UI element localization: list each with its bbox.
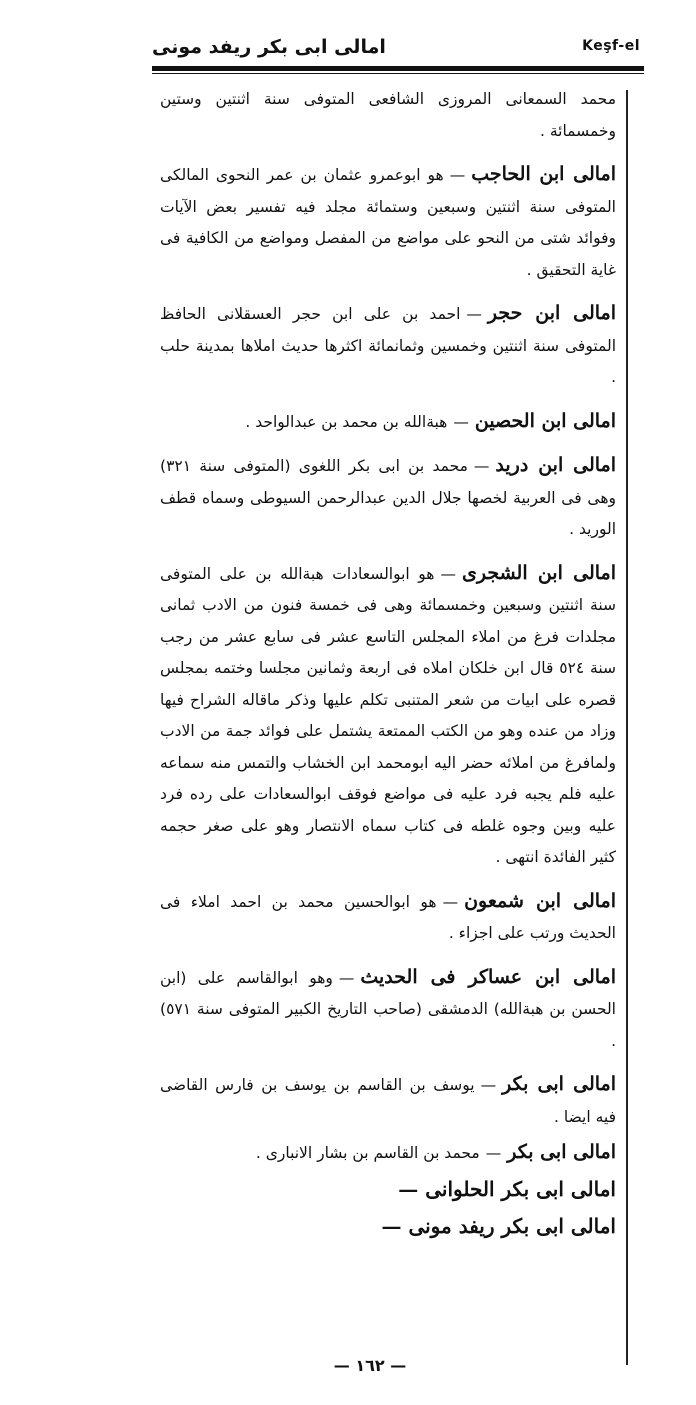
entry: امالى ابن دريد—محمد بن ابى بكر اللغوى (المتوفى سنة ٣٢١) وهى فى العربية لخصها جلال الدين عبدالرحمن السيوطى وسماه قطف الوريد . xyxy=(160,454,617,538)
running-abbr: Keşf-el xyxy=(582,38,640,54)
entry-body: محمد بن ابى بكر اللغوى (المتوفى سنة ٣٢١) وهى فى العربية لخصها جلال الدين عبدالرحمن السيوطى وسماه قطف الوريد . xyxy=(160,457,616,538)
entry-heading: امالى ابن عساكر فى الحديث xyxy=(360,965,616,988)
entry-heading: امالى ابن الحاجب xyxy=(471,163,617,185)
page-body xyxy=(160,84,616,1249)
entry-body: هو ابوالحسين محمد بن احمد املاء فى الحديث ورتب على اجزاء . xyxy=(160,892,616,942)
entry-body: هو ابوعمرو عثمان بن عمر النحوى المالكى المتوفى سنة اثنتين وسبعين وستمائة مجلد فيه تفسير بعض الآيات وفوائد شتى من النحو على مواضع من المفصل ومواضع من الكافية فى غاية التحقيق . xyxy=(160,166,616,279)
page-number: — ١٦٢ — xyxy=(333,1356,407,1375)
entry-body: وهو ابوالقاسم على (ابن الحسن بن هبةالله) الدمشقى (صاحب التاريخ الكبير المتوفى سنة ٥٧١) . xyxy=(160,968,616,1050)
entry: امالى ابن حجر—احمد بن على ابن حجر العسقلانى الحافظ المتوفى سنة اثنتين وخمسين وثمانمائة اكثرها حديث املاها بمدينة حلب . xyxy=(160,302,616,386)
margin-line xyxy=(626,90,628,1365)
entry-stub: امالى ابى بكر الحلوانى — xyxy=(398,1176,616,1201)
entry-heading: امالى ابى بكر xyxy=(507,1141,616,1163)
entry-heading: امالى ابن حجر xyxy=(487,302,616,324)
entry: امالى ابن الشجرى—هو ابوالسعادات هبةالله بن على المتوفى سنة اثنتين وسبعين وخمسمائة وهى فى خمسة فنون من الادب ثمانى مجلدات فرغ من املاء المجلس التاسع عشر فى سابع عشر من رجب سنة ٥٢٤ قال ابن خلكان املاه فى اربعة وثمانين مجلسا وختمه بمجلس قصره على ابيات من شعر المتنبى تكلم عليها وذكر ماقاله الشراح فيها وزاد من عنده وهو من الكتب الممتعة يشتمل على فوائد جمة من الادب ولمافرغ من املائه حضر اليه ابومحمد ابن الخشاب والتمس منه سماعه عليه فلم يجبه فرد عليه فى مواضع فوقف ابوالسعادات على رده فرد عليه وبين وجوه غلطه فى كتاب سماه الانتصار وهو على صغر حجمه كثير الفائدة انتهى . xyxy=(160,561,616,866)
header-rule-thin xyxy=(152,73,644,74)
entry-body: احمد بن على ابن حجر العسقلانى الحافظ المتوفى سنة اثنتين وخمسين وثمانمائة اكثرها حديث املاها بمدينة حلب . xyxy=(160,305,616,386)
entry: امالى ابن شمعون—هو ابوالحسين محمد بن احمد املاء فى الحديث ورتب على اجزاء . xyxy=(160,889,616,942)
entry-heading: امالى ابن شمعون xyxy=(464,889,616,912)
entry-body: هبةالله بن محمد بن عبدالواحد . xyxy=(245,412,448,431)
header-rule-thick xyxy=(152,66,644,71)
entry: امالى ابن الحاجب—هو ابوعمرو عثمان بن عمر النحوى المالكى المتوفى سنة اثنتين وسبعين وستمائة مجلد فيه تفسير بعض الآيات وفوائد شتى من النحو على مواضع من المفصل ومواضع من الكافية فى غاية التحقيق . xyxy=(160,163,617,279)
entry-body: هو ابوالسعادات هبةالله بن على المتوفى سنة اثنتين وسبعين وخمسمائة وهى فى خمسة فنون من الادب ثمانى مجلدات فرغ من املاء المجلس التاسع عشر فى سابع عشر من رجب سنة ٥٢٤ قال ابن خلكان املاه فى اربعة وثمانين مجلسا وختمه بمجلس قصره على ابيات من شعر المتنبى تكلم عليها وذكر ماقاله الشراح فيها وزاد من عنده وهو من الكتب الممتعة يشتمل على فوائد جمة من الادب ولمافرغ من املائه حضر اليه ابومحمد ابن الخشاب والتمس منه سماعه عليه فلم يجبه فرد عليه فى مواضع فوقف ابوالسعادات على رده فرد عليه وبين وجوه غلطه فى كتاب سماه الانتصار وهو على صغر حجمه كثير الفائدة انتهى . xyxy=(160,564,616,866)
running-header xyxy=(152,36,640,60)
entry-heading: امالى ابن دريد xyxy=(495,454,617,476)
entry: امالى ابن الحصين—هبةالله بن محمد بن عبدالواحد . xyxy=(245,409,616,432)
entry-heading: امالى ابى بكر xyxy=(502,1073,616,1095)
continuation-paragraph: محمد السمعانى المروزى الشافعى المتوفى سنة اثنتين وستين وخمسمائة . xyxy=(160,90,616,140)
entry-heading: امالى ابن الشجرى xyxy=(461,561,616,584)
entry: امالى ابى بكر—يوسف بن القاسم بن يوسف بن فارس القاضى فيه ايضا . xyxy=(160,1073,616,1126)
entry-body: يوسف بن القاسم بن يوسف بن فارس القاضى فيه ايضا . xyxy=(160,1076,616,1126)
entry-stub: امالى ابى بكر ريفد مونى — xyxy=(381,1214,616,1238)
entry: امالى ابى بكر—محمد بن القاسم بن بشار الانبارى . xyxy=(255,1141,616,1163)
entry-body: محمد بن القاسم بن بشار الانبارى . xyxy=(255,1144,480,1162)
entry: امالى ابن عساكر فى الحديث—وهو ابوالقاسم على (ابن الحسن بن هبةالله) الدمشقى (صاحب التاريخ الكبير المتوفى سنة ٥٧١) . xyxy=(160,965,616,1050)
entry-heading: امالى ابن الحصين xyxy=(474,409,616,432)
running-title: امالى ابى بكر ريفد مونى xyxy=(152,36,386,58)
